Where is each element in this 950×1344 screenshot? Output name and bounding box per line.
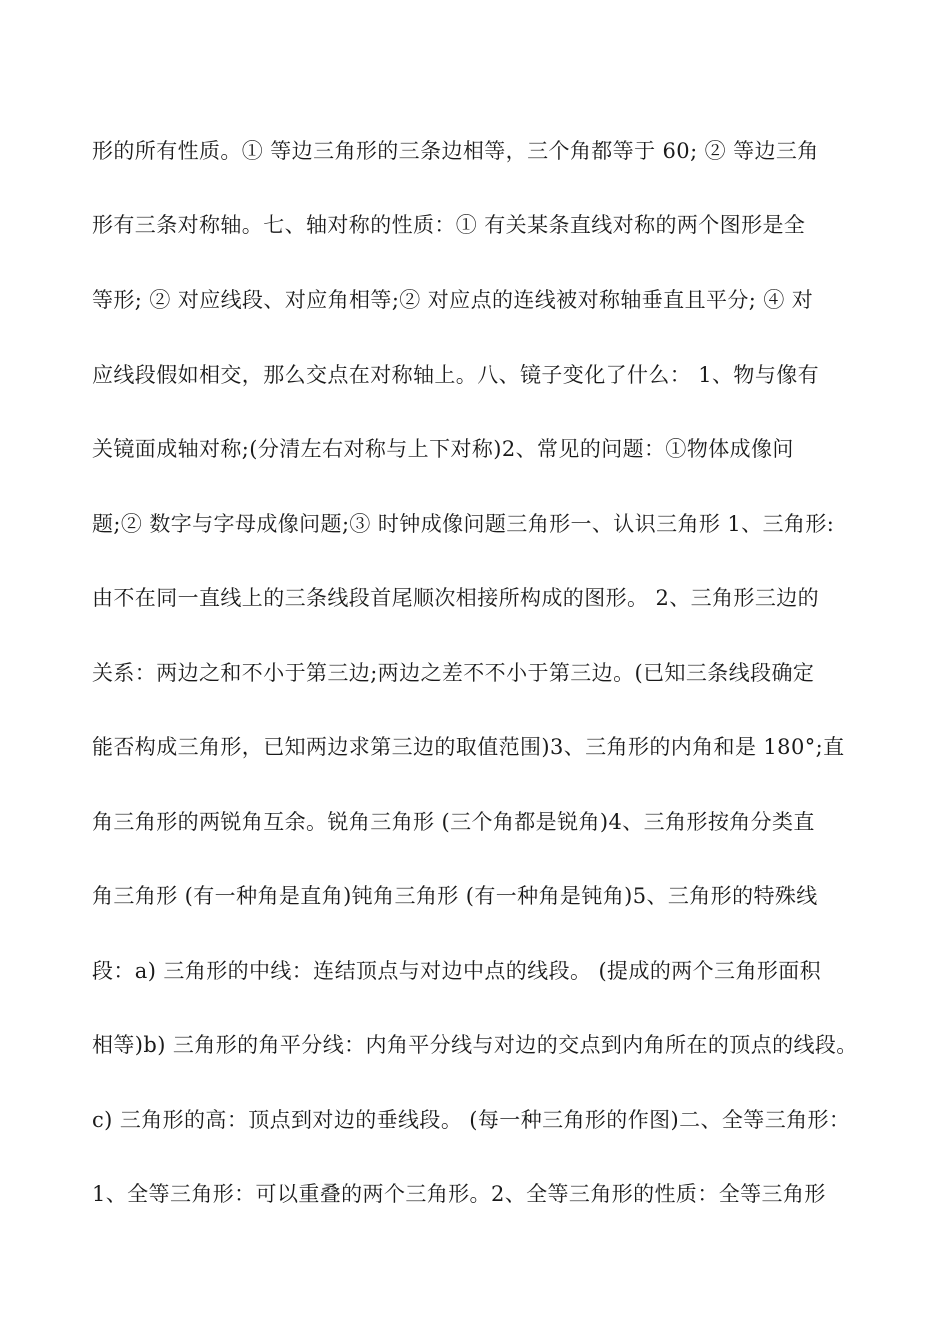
text-line: 形有三条对称轴。七、轴对称的性质：① 有关某条直线对称的两个图形是全 <box>92 213 806 237</box>
text-line: 关镜面成轴对称;(分清左右对称与上下对称)2、常见的问题：①物体成像问 <box>92 437 794 461</box>
text-line: 由不在同一直线上的三条线段首尾顺次相接所构成的图形。 2、三角形三边的 <box>92 586 820 610</box>
text-line: 能否构成三角形，已知两边求第三边的取值范围)3、三角形的内角和是 180°;直 <box>92 735 845 759</box>
text-line: 等形; ② 对应线段、对应角相等;② 对应点的连线被对称轴垂直且平分; ④ 对 <box>92 288 814 312</box>
text-line: 题;② 数字与字母成像问题;③ 时钟成像问题三角形一、认识三角形 1、三角形: <box>92 512 835 536</box>
text-line: c) 三角形的高：顶点到对边的垂线段。 (每一种三角形的作图)二、全等三角形： <box>92 1108 851 1132</box>
text-line: 角三角形 (有一种角是直角)钝角三角形 (有一种角是钝角)5、三角形的特殊线 <box>92 884 818 908</box>
text-line: 角三角形的两锐角互余。锐角三角形 (三个角都是锐角)4、三角形按角分类直 <box>92 810 815 834</box>
text-line: 形的所有性质。① 等边三角形的三条边相等，三个角都等于 60; ② 等边三角 <box>92 139 819 163</box>
text-line: 应线段假如相交，那么交点在对称轴上。八、镜子变化了什么： 1、物与像有 <box>92 363 820 387</box>
text-line: 1、全等三角形：可以重叠的两个三角形。2、全等三角形的性质：全等三角形 <box>92 1182 826 1206</box>
text-line: 相等)b) 三角形的角平分线：内角平分线与对边的交点到内角所在的顶点的线段。 <box>92 1033 858 1057</box>
text-line: 关系：两边之和不小于第三边;两边之差不不小于第三边。(已知三条线段确定 <box>92 661 815 685</box>
text-line: 段：a) 三角形的中线：连结顶点与对边中点的线段。 (提成的两个三角形面积 <box>92 959 822 983</box>
